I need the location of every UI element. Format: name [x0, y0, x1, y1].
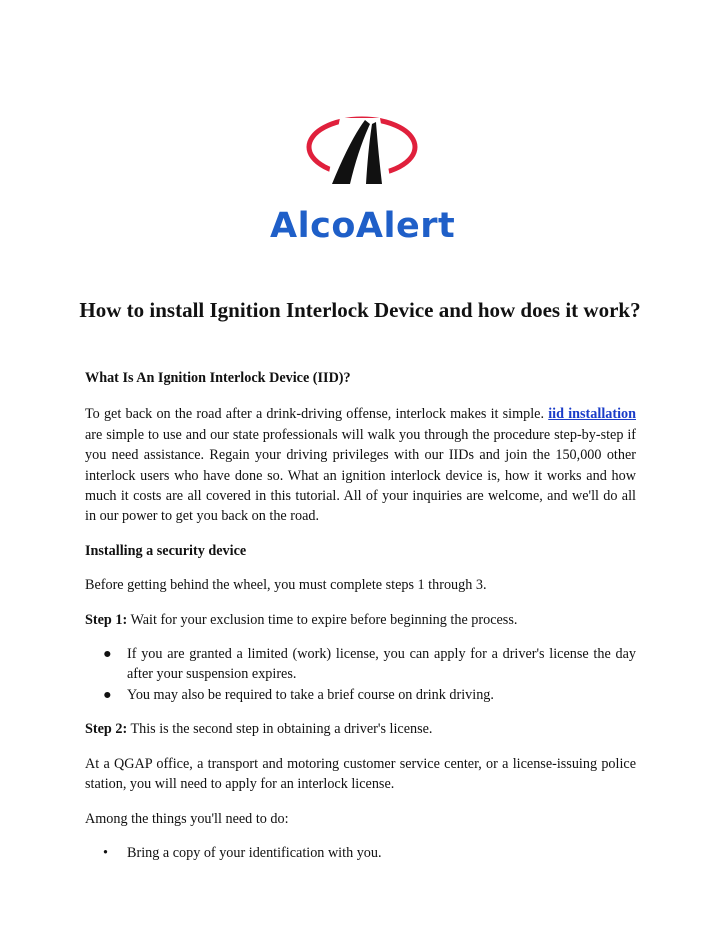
bullet-icon: • [103, 844, 108, 861]
article-body [85, 368, 636, 863]
logo-wordmark: AlcoAlert [270, 206, 456, 246]
step-2-label: Step 2: [85, 721, 128, 738]
step-2-paragraph [85, 719, 636, 739]
bullet-icon: ● [103, 646, 112, 663]
list-item-text: You may also be required to take a brief course on drink driving. [127, 686, 494, 703]
road-ring-logo-icon [270, 110, 455, 210]
step-1-paragraph [85, 610, 636, 630]
section-heading-iid: What Is An Ignition Interlock Device (IID)? [85, 370, 351, 386]
requirements-bullet-list [85, 843, 636, 863]
list-item-text: Bring a copy of your identification with you. [127, 844, 382, 861]
page-title: How to install Ignition Interlock Device and how does it work? [79, 298, 641, 322]
among-paragraph: Among the things you'll need to do: [85, 810, 289, 827]
list-item [85, 644, 636, 685]
section-heading-installing: Installing a security device [85, 542, 247, 559]
steps-intro: Before getting behind the wheel, you must complete steps 1 through 3. [85, 577, 487, 594]
step-1-label: Step 1: [85, 611, 128, 628]
intro-text: To get back on the road after a drink-driving offense, interlock makes it simple. [85, 406, 545, 423]
office-paragraph: At a QGAP office, a transport and motoring customer service center, or a license-issuing police station, you will need to apply for an interlock license. [85, 755, 636, 793]
list-item [85, 685, 636, 705]
step-1-text: Wait for your exclusion time to expire before beginning the process. [130, 611, 518, 628]
list-item [85, 843, 636, 863]
alcoalert-logo [270, 110, 455, 250]
list-item-text: If you are granted a limited (work) license, you can apply for a driver's license the day after your suspension expires. [127, 646, 636, 683]
bullet-icon: ● [103, 686, 112, 703]
intro-paragraph [85, 404, 636, 526]
step-1-bullet-list [85, 644, 636, 705]
iid-installation-link[interactable]: iid installation [548, 406, 637, 423]
intro-text-continued: are simple to use and our state professionals will walk you through the procedure step-by-step if you need assistance. Regain your driving privileges with our IIDs and join the 150,000 other interlock users who have done so. What an ignition interlock device is, how it works and how much it costs are all covered in this tutorial. All of your inquiries are welcome, and we'll do all in our power to get you back on the road. [85, 426, 636, 525]
step-2-text: This is the second step in obtaining a driver's license. [130, 721, 433, 738]
